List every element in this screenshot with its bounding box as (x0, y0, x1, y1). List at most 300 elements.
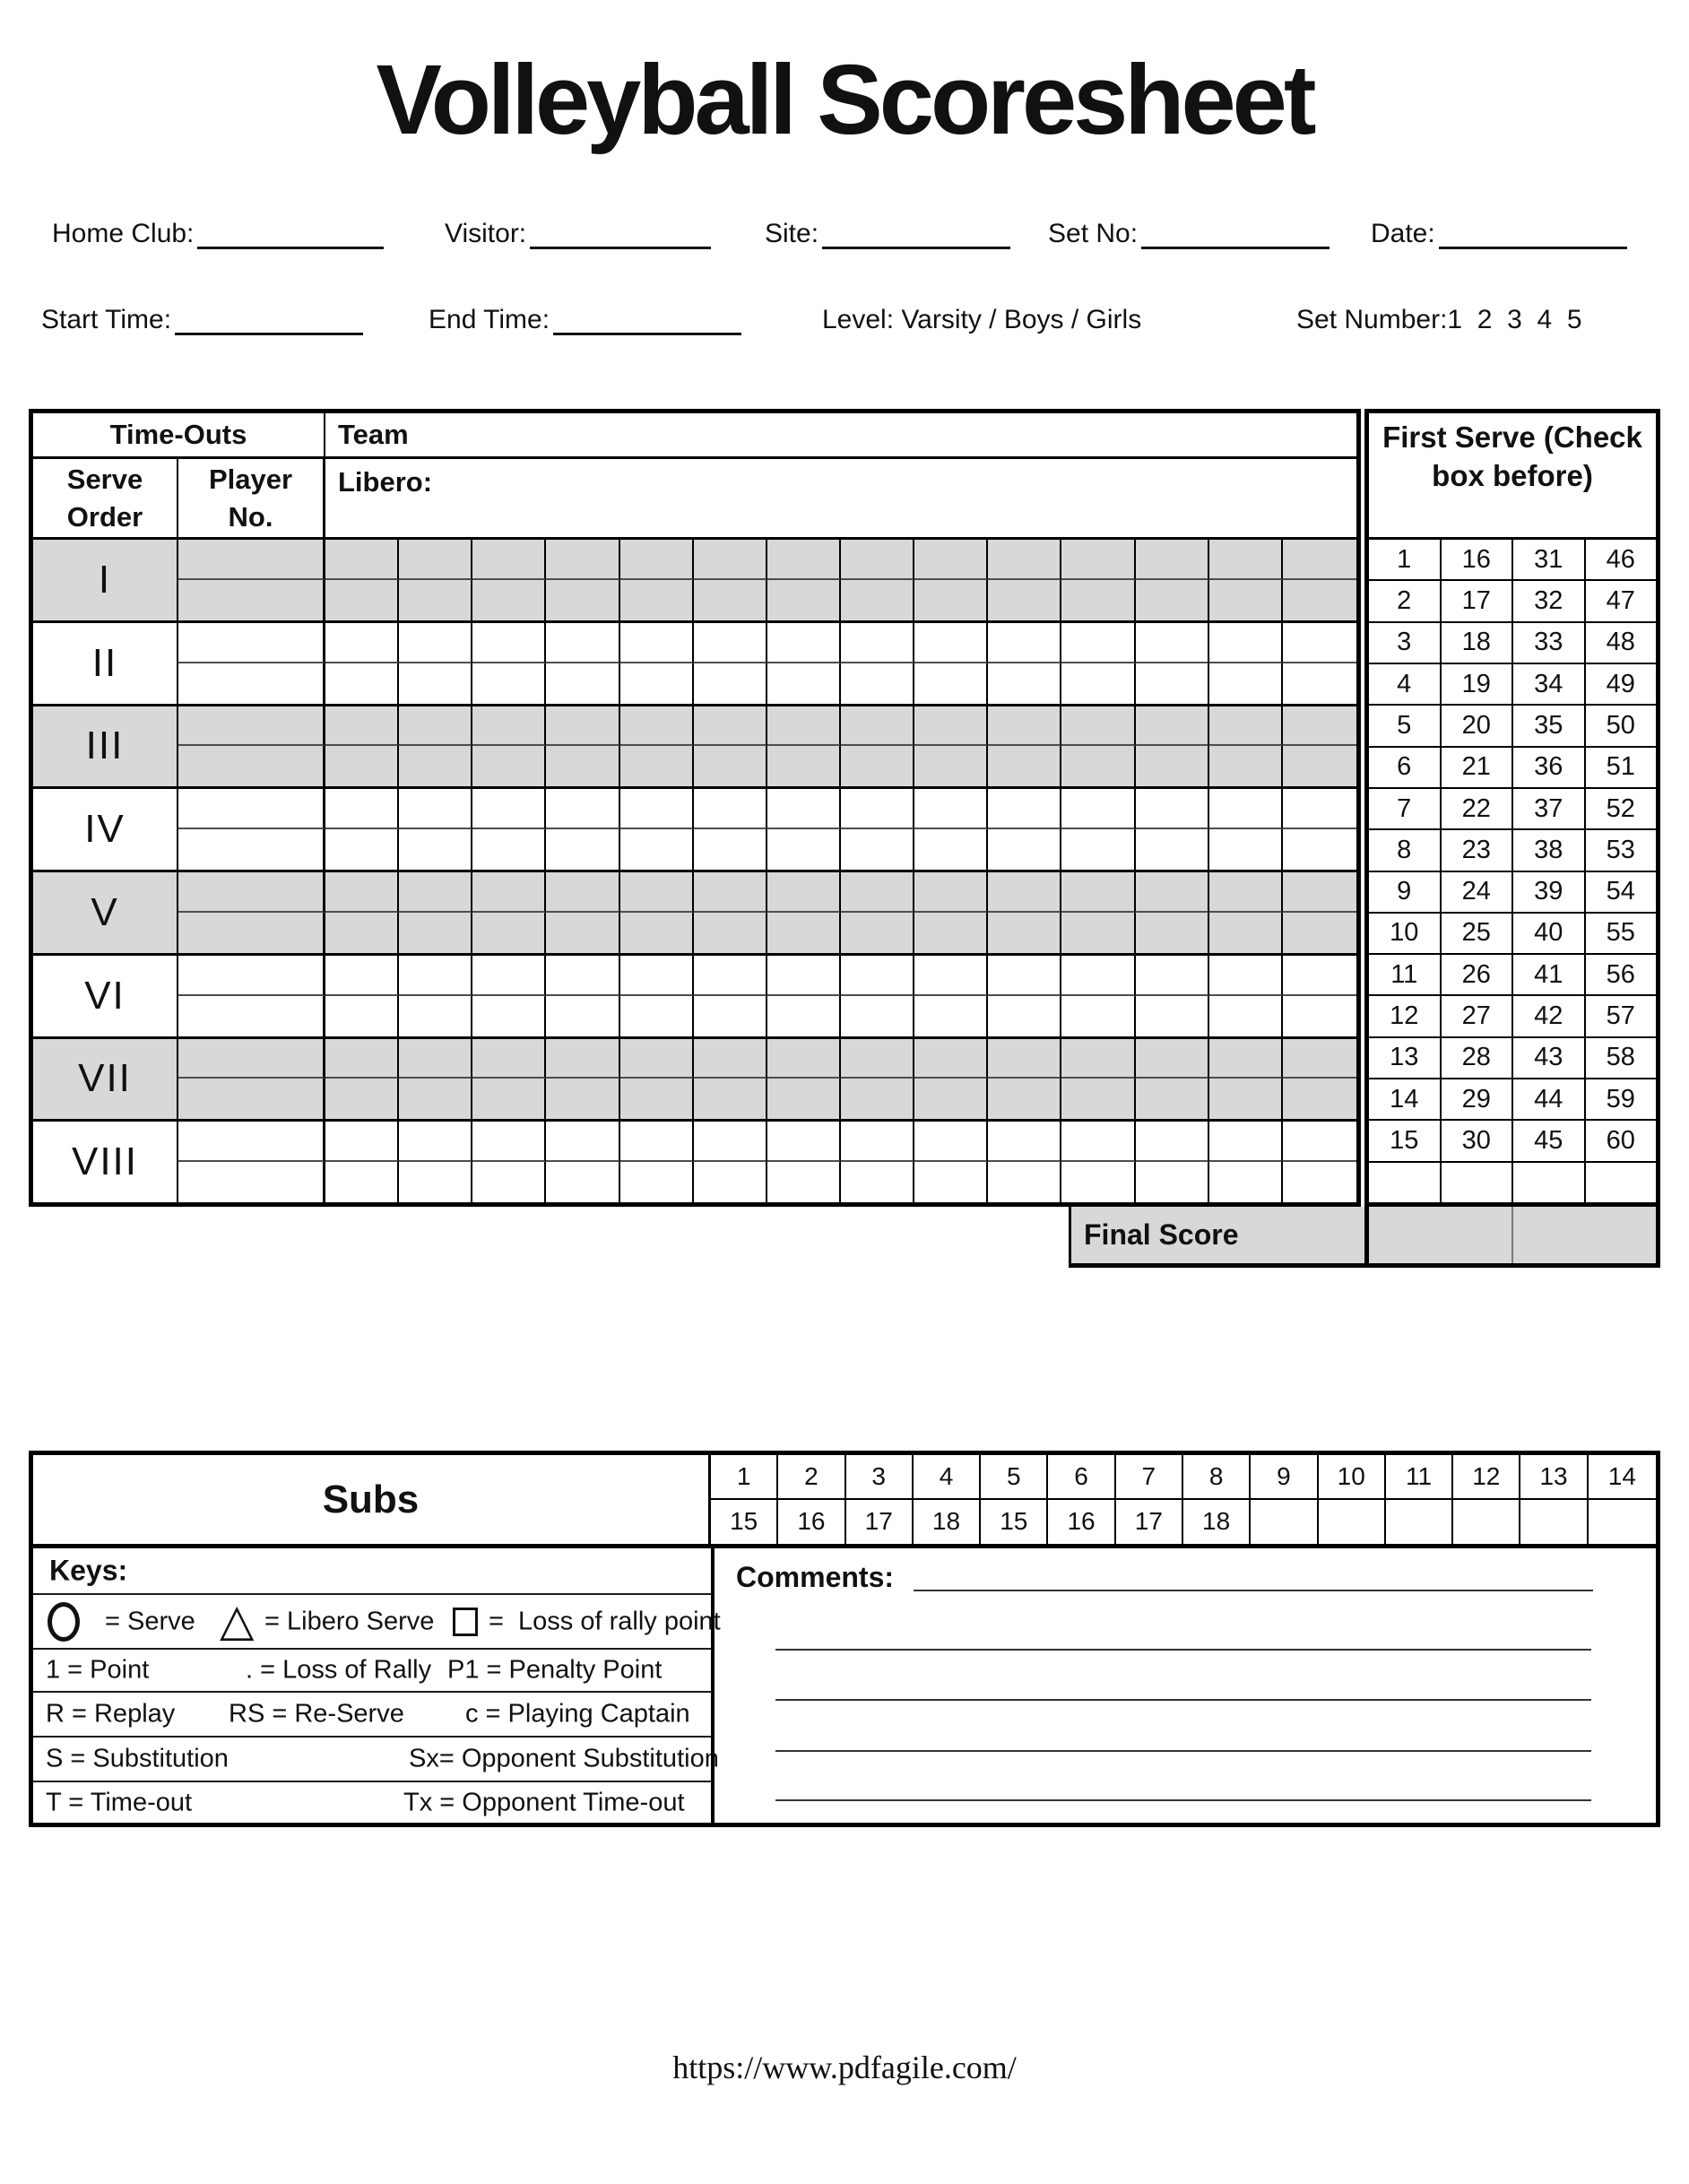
score-cell[interactable] (546, 789, 619, 829)
score-cell[interactable] (1283, 1079, 1356, 1119)
score-cell[interactable] (620, 872, 694, 913)
score-cell[interactable] (546, 663, 619, 704)
score-cell[interactable] (1209, 623, 1283, 663)
score-cell[interactable] (1209, 580, 1283, 620)
first-serve-cell[interactable]: 55 (1606, 918, 1635, 948)
score-cell[interactable] (620, 540, 694, 580)
score-cell[interactable] (399, 706, 472, 747)
player-no-cell[interactable] (178, 663, 325, 704)
score-cell[interactable] (988, 706, 1061, 747)
score-cell[interactable] (767, 913, 841, 953)
score-cell[interactable] (472, 623, 546, 663)
score-cell[interactable] (1061, 580, 1135, 620)
score-cell[interactable] (694, 1039, 767, 1079)
score-cell[interactable] (694, 996, 767, 1036)
score-cell[interactable] (988, 1079, 1061, 1119)
first-serve-cell[interactable]: 16 (1442, 540, 1514, 579)
score-cell[interactable] (1061, 829, 1135, 870)
first-serve-cell[interactable]: 37 (1513, 789, 1586, 828)
score-cell[interactable] (1209, 540, 1283, 580)
score-cell[interactable] (1136, 746, 1209, 786)
score-cell[interactable] (546, 746, 619, 786)
set-no-input-line[interactable] (1141, 220, 1330, 249)
score-cell[interactable] (1061, 663, 1135, 704)
player-no-cell[interactable] (178, 829, 325, 870)
score-cell[interactable] (914, 996, 988, 1036)
visitor-input-line[interactable] (530, 220, 711, 249)
player-no-cell[interactable] (178, 540, 325, 580)
first-serve-cell[interactable]: 38 (1513, 830, 1586, 870)
first-serve-cell[interactable]: 11 (1369, 955, 1442, 994)
score-cell[interactable] (399, 746, 472, 786)
score-cell[interactable] (1283, 623, 1356, 663)
score-cell[interactable] (1136, 872, 1209, 913)
score-cell[interactable] (988, 789, 1061, 829)
score-cell[interactable] (767, 623, 841, 663)
score-cell[interactable] (472, 829, 546, 870)
score-cell[interactable] (841, 623, 914, 663)
score-cell[interactable] (472, 663, 546, 704)
subs-cell[interactable]: 8 (1183, 1455, 1251, 1500)
first-serve-cell[interactable]: 53 (1606, 835, 1635, 864)
score-cell[interactable] (546, 540, 619, 580)
score-cell[interactable] (325, 706, 399, 747)
comments-line[interactable] (914, 1590, 1593, 1591)
score-cell[interactable] (399, 829, 472, 870)
date-input-line[interactable] (1439, 220, 1627, 249)
score-cell[interactable] (767, 580, 841, 620)
score-cell[interactable] (914, 663, 988, 704)
score-cell[interactable] (472, 1079, 546, 1119)
score-cell[interactable] (1283, 580, 1356, 620)
score-cell[interactable] (841, 956, 914, 996)
score-cell[interactable] (325, 996, 399, 1036)
score-cell[interactable] (841, 1079, 914, 1119)
first-serve-cell[interactable]: 47 (1606, 585, 1635, 615)
first-serve-cell[interactable] (1586, 1163, 1657, 1202)
score-cell[interactable] (1136, 789, 1209, 829)
score-cell[interactable] (620, 913, 694, 953)
score-cell[interactable] (472, 956, 546, 996)
score-cell[interactable] (620, 663, 694, 704)
score-cell[interactable] (988, 540, 1061, 580)
subs-cell[interactable]: 2 (778, 1455, 845, 1500)
set-number-options[interactable]: 1 2 3 4 5 (1447, 305, 1582, 334)
score-cell[interactable] (694, 1162, 767, 1202)
comments-line[interactable] (775, 1649, 1591, 1651)
subs-cell[interactable] (1386, 1500, 1453, 1545)
first-serve-cell[interactable]: 5 (1369, 706, 1442, 745)
score-cell[interactable] (620, 956, 694, 996)
score-cell[interactable] (325, 1162, 399, 1202)
score-cell[interactable] (914, 789, 988, 829)
score-cell[interactable] (694, 623, 767, 663)
score-cell[interactable] (767, 996, 841, 1036)
score-cell[interactable] (694, 1079, 767, 1119)
score-cell[interactable] (1136, 913, 1209, 953)
first-serve-cell[interactable]: 45 (1513, 1121, 1586, 1160)
first-serve-cell[interactable]: 17 (1442, 581, 1514, 620)
score-cell[interactable] (914, 746, 988, 786)
player-no-cell[interactable] (178, 580, 325, 620)
first-serve-cell[interactable]: 34 (1513, 664, 1586, 704)
score-cell[interactable] (325, 956, 399, 996)
score-cell[interactable] (1283, 872, 1356, 913)
score-cell[interactable] (1061, 540, 1135, 580)
score-cell[interactable] (620, 1122, 694, 1162)
score-cell[interactable] (988, 1122, 1061, 1162)
first-serve-cell[interactable]: 48 (1606, 628, 1635, 657)
score-cell[interactable] (1283, 1122, 1356, 1162)
score-cell[interactable] (1209, 913, 1283, 953)
subs-cell[interactable]: 18 (914, 1500, 981, 1545)
subs-cell[interactable]: 6 (1048, 1455, 1115, 1500)
score-cell[interactable] (988, 663, 1061, 704)
score-cell[interactable] (620, 789, 694, 829)
score-cell[interactable] (399, 956, 472, 996)
score-cell[interactable] (988, 872, 1061, 913)
subs-cell[interactable]: 3 (846, 1455, 914, 1500)
score-cell[interactable] (694, 956, 767, 996)
first-serve-cell[interactable]: 6 (1369, 748, 1442, 787)
player-no-cell[interactable] (178, 872, 325, 913)
start-time-input-line[interactable] (175, 306, 363, 335)
subs-cell[interactable] (1589, 1500, 1656, 1545)
score-cell[interactable] (472, 746, 546, 786)
score-cell[interactable] (694, 829, 767, 870)
score-cell[interactable] (914, 706, 988, 747)
subs-cell[interactable]: 17 (1116, 1500, 1183, 1545)
first-serve-cell[interactable]: 31 (1513, 540, 1586, 579)
subs-cell[interactable]: 14 (1589, 1455, 1656, 1500)
score-cell[interactable] (546, 1039, 619, 1079)
score-cell[interactable] (1209, 1122, 1283, 1162)
score-cell[interactable] (694, 663, 767, 704)
first-serve-cell[interactable]: 25 (1442, 914, 1514, 953)
score-cell[interactable] (694, 706, 767, 747)
score-cell[interactable] (620, 580, 694, 620)
first-serve-cell[interactable] (1513, 1163, 1586, 1202)
subs-cell[interactable] (1520, 1500, 1588, 1545)
score-cell[interactable] (841, 996, 914, 1036)
player-no-cell[interactable] (178, 956, 325, 996)
score-cell[interactable] (914, 1039, 988, 1079)
player-no-cell[interactable] (178, 1079, 325, 1119)
score-cell[interactable] (767, 1079, 841, 1119)
first-serve-cell[interactable]: 44 (1513, 1079, 1586, 1119)
score-cell[interactable] (914, 956, 988, 996)
score-cell[interactable] (1283, 746, 1356, 786)
score-cell[interactable] (325, 540, 399, 580)
score-cell[interactable] (694, 540, 767, 580)
score-cell[interactable] (1283, 1162, 1356, 1202)
score-cell[interactable] (399, 913, 472, 953)
score-cell[interactable] (1061, 706, 1135, 747)
score-cell[interactable] (472, 1122, 546, 1162)
first-serve-cell[interactable]: 10 (1369, 914, 1442, 953)
site-input-line[interactable] (822, 220, 1010, 249)
score-cell[interactable] (767, 663, 841, 704)
player-no-cell[interactable] (178, 913, 325, 953)
first-serve-cell[interactable]: 26 (1442, 955, 1514, 994)
subs-cell[interactable]: 16 (778, 1500, 845, 1545)
score-cell[interactable] (1209, 872, 1283, 913)
score-cell[interactable] (399, 1039, 472, 1079)
score-cell[interactable] (399, 1122, 472, 1162)
subs-cell[interactable]: 9 (1251, 1455, 1318, 1500)
score-cell[interactable] (325, 746, 399, 786)
score-cell[interactable] (1283, 540, 1356, 580)
first-serve-cell[interactable]: 36 (1513, 748, 1586, 787)
score-cell[interactable] (1061, 1079, 1135, 1119)
player-no-cell[interactable] (178, 1039, 325, 1079)
score-cell[interactable] (767, 1122, 841, 1162)
score-cell[interactable] (1136, 540, 1209, 580)
score-cell[interactable] (1283, 913, 1356, 953)
score-cell[interactable] (1283, 1039, 1356, 1079)
final-score-left-cell[interactable] (1369, 1207, 1511, 1263)
score-cell[interactable] (546, 956, 619, 996)
score-cell[interactable] (1136, 996, 1209, 1036)
score-cell[interactable] (988, 996, 1061, 1036)
score-cell[interactable] (1209, 706, 1283, 747)
score-cell[interactable] (1209, 746, 1283, 786)
score-cell[interactable] (767, 1039, 841, 1079)
first-serve-cell[interactable]: 27 (1442, 996, 1514, 1036)
score-cell[interactable] (1283, 706, 1356, 747)
score-cell[interactable] (841, 1122, 914, 1162)
subs-cell[interactable] (1251, 1500, 1318, 1545)
score-cell[interactable] (620, 996, 694, 1036)
first-serve-cell[interactable]: 43 (1513, 1038, 1586, 1078)
subs-cell[interactable]: 5 (981, 1455, 1048, 1500)
first-serve-cell[interactable]: 28 (1442, 1038, 1514, 1078)
first-serve-cell[interactable]: 46 (1606, 544, 1635, 574)
first-serve-cell[interactable]: 12 (1369, 996, 1442, 1036)
score-cell[interactable] (546, 829, 619, 870)
score-cell[interactable] (472, 996, 546, 1036)
subs-cell[interactable]: 15 (711, 1500, 778, 1545)
score-cell[interactable] (546, 706, 619, 747)
first-serve-cell[interactable]: 1 (1369, 540, 1442, 579)
comments-line[interactable] (775, 1750, 1591, 1752)
score-cell[interactable] (767, 956, 841, 996)
score-cell[interactable] (399, 996, 472, 1036)
score-cell[interactable] (620, 706, 694, 747)
score-cell[interactable] (1283, 663, 1356, 704)
score-cell[interactable] (767, 789, 841, 829)
score-cell[interactable] (1061, 1039, 1135, 1079)
player-no-cell[interactable] (178, 706, 325, 747)
first-serve-cell[interactable]: 22 (1442, 789, 1514, 828)
score-cell[interactable] (988, 580, 1061, 620)
score-cell[interactable] (841, 1162, 914, 1202)
score-cell[interactable] (325, 789, 399, 829)
final-score-right-cell[interactable] (1511, 1207, 1656, 1263)
score-cell[interactable] (325, 580, 399, 620)
comments-line[interactable] (775, 1799, 1591, 1801)
score-cell[interactable] (694, 913, 767, 953)
score-cell[interactable] (1136, 706, 1209, 747)
score-cell[interactable] (1136, 1079, 1209, 1119)
first-serve-cell[interactable]: 32 (1513, 581, 1586, 620)
score-cell[interactable] (694, 872, 767, 913)
score-cell[interactable] (1136, 1122, 1209, 1162)
score-cell[interactable] (1136, 623, 1209, 663)
score-cell[interactable] (1209, 829, 1283, 870)
subs-cell[interactable]: 1 (711, 1455, 778, 1500)
score-cell[interactable] (988, 623, 1061, 663)
score-cell[interactable] (694, 580, 767, 620)
score-cell[interactable] (472, 872, 546, 913)
first-serve-cell[interactable]: 60 (1606, 1126, 1635, 1156)
player-no-cell[interactable] (178, 746, 325, 786)
score-cell[interactable] (914, 872, 988, 913)
first-serve-cell[interactable]: 2 (1369, 581, 1442, 620)
score-cell[interactable] (620, 829, 694, 870)
score-cell[interactable] (1209, 1039, 1283, 1079)
subs-cell[interactable]: 7 (1116, 1455, 1183, 1500)
score-cell[interactable] (620, 746, 694, 786)
player-no-cell[interactable] (178, 789, 325, 829)
score-cell[interactable] (914, 1122, 988, 1162)
score-cell[interactable] (767, 540, 841, 580)
subs-cell[interactable]: 15 (981, 1500, 1048, 1545)
score-cell[interactable] (1061, 1162, 1135, 1202)
score-cell[interactable] (914, 1079, 988, 1119)
first-serve-cell[interactable]: 54 (1606, 877, 1635, 906)
score-cell[interactable] (620, 1039, 694, 1079)
subs-cell[interactable]: 18 (1183, 1500, 1251, 1545)
home-club-input-line[interactable] (197, 220, 384, 249)
first-serve-cell[interactable]: 52 (1606, 793, 1635, 823)
subs-cell[interactable]: 13 (1520, 1455, 1588, 1500)
score-cell[interactable] (1209, 663, 1283, 704)
score-cell[interactable] (1061, 872, 1135, 913)
score-cell[interactable] (1136, 956, 1209, 996)
score-cell[interactable] (325, 1122, 399, 1162)
score-cell[interactable] (1283, 789, 1356, 829)
score-cell[interactable] (841, 789, 914, 829)
score-cell[interactable] (325, 829, 399, 870)
score-cell[interactable] (988, 746, 1061, 786)
subs-cell[interactable] (1319, 1500, 1386, 1545)
score-cell[interactable] (472, 1039, 546, 1079)
first-serve-cell[interactable] (1369, 1163, 1442, 1202)
score-cell[interactable] (841, 706, 914, 747)
first-serve-cell[interactable]: 29 (1442, 1079, 1514, 1119)
score-cell[interactable] (325, 663, 399, 704)
score-cell[interactable] (1061, 746, 1135, 786)
score-cell[interactable] (988, 1039, 1061, 1079)
first-serve-cell[interactable] (1442, 1163, 1514, 1202)
first-serve-cell[interactable]: 19 (1442, 664, 1514, 704)
score-cell[interactable] (399, 580, 472, 620)
score-cell[interactable] (767, 746, 841, 786)
score-cell[interactable] (1209, 1079, 1283, 1119)
score-cell[interactable] (399, 872, 472, 913)
first-serve-cell[interactable]: 15 (1369, 1121, 1442, 1160)
score-cell[interactable] (399, 1162, 472, 1202)
score-cell[interactable] (694, 789, 767, 829)
score-cell[interactable] (914, 913, 988, 953)
score-cell[interactable] (472, 789, 546, 829)
first-serve-cell[interactable]: 51 (1606, 752, 1635, 782)
score-cell[interactable] (914, 540, 988, 580)
score-cell[interactable] (546, 1122, 619, 1162)
score-cell[interactable] (1136, 663, 1209, 704)
first-serve-cell[interactable]: 33 (1513, 623, 1586, 663)
score-cell[interactable] (1136, 829, 1209, 870)
subs-cell[interactable]: 12 (1453, 1455, 1520, 1500)
score-cell[interactable] (988, 913, 1061, 953)
score-cell[interactable] (1061, 956, 1135, 996)
first-serve-cell[interactable]: 7 (1369, 789, 1442, 828)
subs-cell[interactable] (1453, 1500, 1520, 1545)
first-serve-cell[interactable]: 24 (1442, 872, 1514, 912)
first-serve-cell[interactable]: 21 (1442, 748, 1514, 787)
score-cell[interactable] (914, 829, 988, 870)
first-serve-cell[interactable]: 8 (1369, 830, 1442, 870)
first-serve-cell[interactable]: 59 (1606, 1084, 1635, 1114)
first-serve-cell[interactable]: 30 (1442, 1121, 1514, 1160)
first-serve-cell[interactable]: 13 (1369, 1038, 1442, 1078)
score-cell[interactable] (1061, 1122, 1135, 1162)
score-cell[interactable] (546, 1079, 619, 1119)
score-cell[interactable] (399, 623, 472, 663)
first-serve-cell[interactable]: 23 (1442, 830, 1514, 870)
score-cell[interactable] (914, 580, 988, 620)
score-cell[interactable] (694, 1122, 767, 1162)
score-cell[interactable] (472, 913, 546, 953)
score-cell[interactable] (399, 663, 472, 704)
score-cell[interactable] (841, 746, 914, 786)
score-cell[interactable] (1283, 956, 1356, 996)
first-serve-cell[interactable]: 57 (1606, 1001, 1635, 1031)
score-cell[interactable] (472, 706, 546, 747)
score-cell[interactable] (841, 872, 914, 913)
score-cell[interactable] (841, 663, 914, 704)
first-serve-cell[interactable]: 18 (1442, 623, 1514, 663)
score-cell[interactable] (1061, 789, 1135, 829)
score-cell[interactable] (546, 913, 619, 953)
score-cell[interactable] (472, 580, 546, 620)
score-cell[interactable] (325, 1079, 399, 1119)
subs-cell[interactable]: 4 (914, 1455, 981, 1500)
score-cell[interactable] (1136, 580, 1209, 620)
player-no-cell[interactable] (178, 623, 325, 663)
score-cell[interactable] (1136, 1162, 1209, 1202)
score-cell[interactable] (546, 580, 619, 620)
first-serve-cell[interactable]: 41 (1513, 955, 1586, 994)
score-cell[interactable] (841, 913, 914, 953)
first-serve-cell[interactable]: 14 (1369, 1079, 1442, 1119)
first-serve-cell[interactable]: 9 (1369, 872, 1442, 912)
player-no-cell[interactable] (178, 1122, 325, 1162)
score-cell[interactable] (1136, 1039, 1209, 1079)
score-cell[interactable] (767, 706, 841, 747)
score-cell[interactable] (325, 1039, 399, 1079)
subs-cell[interactable]: 10 (1319, 1455, 1386, 1500)
first-serve-cell[interactable]: 39 (1513, 872, 1586, 912)
subs-cell[interactable]: 17 (846, 1500, 914, 1545)
first-serve-cell[interactable]: 35 (1513, 706, 1586, 745)
team-header-cell[interactable]: Team (338, 419, 409, 450)
score-cell[interactable] (841, 1039, 914, 1079)
player-no-cell[interactable] (178, 996, 325, 1036)
first-serve-cell[interactable]: 42 (1513, 996, 1586, 1036)
score-cell[interactable] (1061, 996, 1135, 1036)
